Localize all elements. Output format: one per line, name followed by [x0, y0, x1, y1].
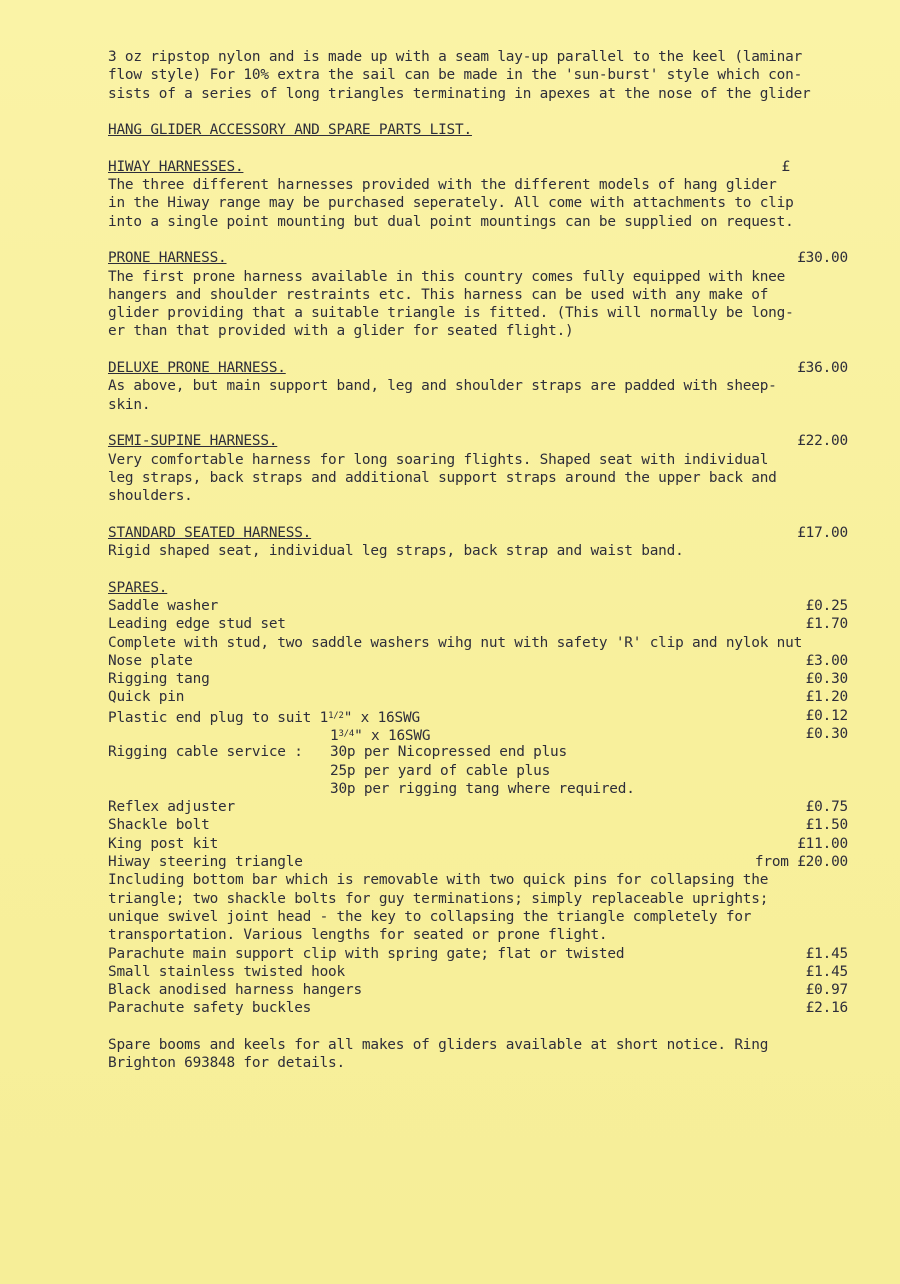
- end-plug-row: [108, 725, 848, 743]
- spare-item-row: [108, 652, 848, 670]
- end-plug-label: Plastic end plug to suit: [108, 709, 312, 726]
- rigging-label: Rigging cable service :: [108, 744, 303, 761]
- paragraph-line: glider providing that a suitable triangle is fitted. (This will normally be long-: [108, 305, 794, 322]
- price: £0.30: [805, 725, 848, 742]
- footer-line: Spare booms and keels for all makes of gliders available at short notice. Ring: [108, 1037, 769, 1054]
- spare-item-row: [108, 981, 848, 999]
- spare-item-row: [108, 853, 848, 871]
- end-plug-row: [108, 707, 848, 725]
- spare-item-row: [108, 670, 848, 688]
- spare-item-row: [108, 615, 848, 633]
- price: £0.12: [805, 707, 848, 724]
- deluxe-heading-row: [108, 359, 848, 377]
- document-body: [108, 48, 848, 1073]
- intro-line: flow style) For 10% extra the sail can be made in the 'sun-burst' style which con-: [108, 67, 803, 84]
- price: £1.20: [805, 689, 848, 706]
- size-rest: " x 16SWG: [343, 709, 420, 726]
- paragraph-line: Very comfortable harness for long soaring flights. Shaped seat with individual: [108, 451, 769, 468]
- item-name: Leading edge stud set: [108, 616, 286, 633]
- item-name: [108, 725, 430, 743]
- item-name: Hiway steering triangle: [108, 854, 303, 871]
- item-note: Complete with stud, two saddle washers wihg nut with safety 'R' clip and nylok nut: [108, 634, 803, 651]
- intro-line: 3 oz ripstop nylon and is made up with a seam lay-up parallel to the keel (laminar: [108, 49, 803, 65]
- item-name: Quick pin: [108, 689, 185, 706]
- paragraph-line: skin.: [108, 396, 151, 413]
- price: £11.00: [797, 835, 848, 852]
- paragraph-line: Rigid shaped seat, individual leg straps, back strap and waist band.: [108, 543, 684, 560]
- spare-item-row: [108, 816, 848, 834]
- section-heading: PRONE HARNESS.: [108, 250, 227, 267]
- item-name: Nose plate: [108, 652, 193, 669]
- section-heading: DELUXE PRONE HARNESS.: [108, 360, 286, 377]
- spare-item-row: [108, 999, 848, 1017]
- paragraph-line: The three different harnesses provided with the different models of hang glider: [108, 177, 777, 194]
- item-name: King post kit: [108, 835, 219, 852]
- price: £0.97: [805, 982, 848, 999]
- price: £1.45: [805, 963, 848, 980]
- paragraph-line: in the Hiway range may be purchased seperately. All come with attachments to clip: [108, 195, 794, 212]
- rigging-detail: 30p per rigging tang where required.: [330, 780, 635, 797]
- price: £30.00: [797, 250, 848, 267]
- rigging-service-row: [108, 743, 848, 761]
- section-heading: HIWAY HARNESSES.: [108, 158, 244, 175]
- paragraph-line: unique swivel joint head - the key to collapsing the triangle completely for: [108, 908, 752, 925]
- currency-symbol: £: [781, 158, 790, 175]
- size-whole: 1: [330, 727, 339, 744]
- intro-line: sists of a series of long triangles terminating in apexes at the nose of the glider: [108, 85, 811, 102]
- price: £0.25: [805, 597, 848, 614]
- standard-heading-row: [108, 524, 848, 542]
- semi-heading-row: [108, 432, 848, 450]
- section-heading: SEMI-SUPINE HARNESS.: [108, 433, 278, 450]
- price: £36.00: [797, 360, 848, 377]
- paragraph-line: transportation. Various lengths for seated or prone flight.: [108, 927, 608, 944]
- paragraph-line: leg straps, back straps and additional support straps around the upper back and: [108, 469, 777, 486]
- footer-line: Brighton 693848 for details.: [108, 1055, 345, 1072]
- price: £1.50: [805, 817, 848, 834]
- item-name: Parachute main support clip with spring gate; flat or twisted: [108, 945, 625, 962]
- price: £0.75: [805, 799, 848, 816]
- spare-item-row: [108, 798, 848, 816]
- spare-item-row: [108, 597, 848, 615]
- price: £2.16: [805, 1000, 848, 1017]
- section-heading: SPARES.: [108, 579, 168, 596]
- spare-item-row: [108, 835, 848, 853]
- paragraph-line: triangle; two shackle bolts for guy terminations; simply replaceable uprights;: [108, 890, 769, 907]
- spare-item-row: [108, 688, 848, 706]
- item-name: Parachute safety buckles: [108, 1000, 312, 1017]
- spare-item-row: [108, 945, 848, 963]
- size-fraction: 1/2: [328, 710, 344, 721]
- hiway-heading-row: [108, 158, 848, 176]
- paragraph-line: shoulders.: [108, 488, 193, 505]
- size-whole: 1: [319, 709, 329, 726]
- paragraph-line: Including bottom bar which is removable with two quick pins for collapsing the: [108, 872, 769, 889]
- price: £1.70: [805, 616, 848, 633]
- size-fraction: 3/4: [338, 728, 355, 739]
- price: from £20.00: [754, 854, 848, 871]
- item-name: [108, 707, 420, 725]
- price: £1.45: [805, 945, 848, 962]
- paragraph-line: hangers and shoulder restraints etc. This harness can be used with any make of: [108, 286, 769, 303]
- rigging-detail: 30p per Nicopressed end plus: [330, 744, 567, 761]
- item-name: Small stainless twisted hook: [108, 963, 345, 980]
- paragraph-line: The first prone harness available in this country comes fully equipped with knee: [108, 268, 786, 285]
- price: £22.00: [797, 433, 848, 450]
- item-name: Saddle washer: [108, 597, 219, 614]
- paragraph-line: into a single point mounting but dual point mountings can be supplied on request.: [108, 213, 794, 230]
- price: £0.30: [805, 671, 848, 688]
- item-name: Reflex adjuster: [108, 799, 235, 816]
- size-rest: " x 16SWG: [354, 727, 431, 744]
- prone-heading-row: [108, 249, 848, 267]
- paragraph-line: As above, but main support band, leg and shoulder straps are padded with sheep-: [108, 378, 777, 395]
- item-name: Black anodised harness hangers: [108, 982, 362, 999]
- section-heading: STANDARD SEATED HARNESS.: [108, 524, 312, 541]
- item-name: Shackle bolt: [108, 817, 210, 834]
- paragraph-line: er than that provided with a glider for seated flight.): [108, 323, 574, 340]
- spare-item-row: [108, 963, 848, 981]
- price: £3.00: [805, 652, 848, 669]
- item-name: Rigging tang: [108, 671, 210, 688]
- rigging-detail: 25p per yard of cable plus: [330, 762, 551, 779]
- price: £17.00: [797, 524, 848, 541]
- page-title: HANG GLIDER ACCESSORY AND SPARE PARTS LIST.: [108, 122, 472, 139]
